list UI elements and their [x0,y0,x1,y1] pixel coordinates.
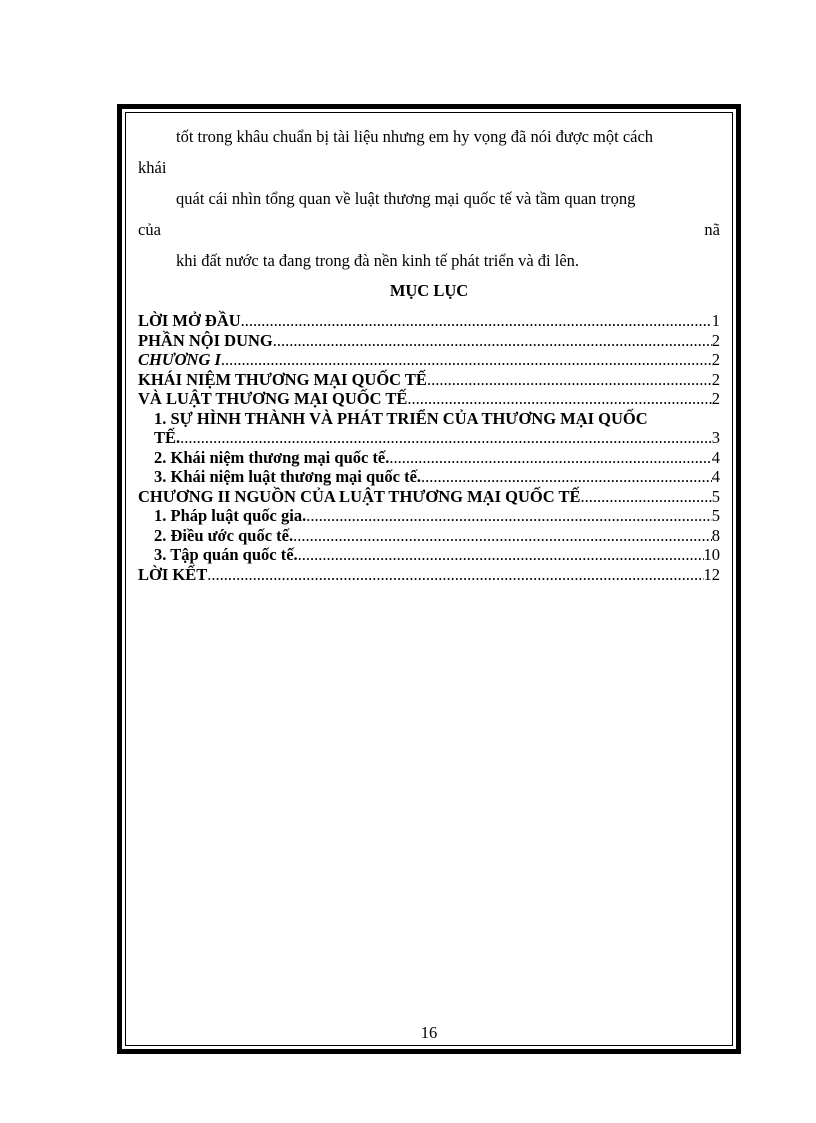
toc-entry-label: 2. Điều ước quốc tế. [154,525,294,545]
toc-entry[interactable] [138,370,720,390]
toc-leader-dots [407,389,711,409]
paragraph-text: quát cái nhìn tổng quan về luật thương mại quốc tế và tầm quan trọng [176,189,636,208]
page-border [117,104,741,1054]
toc-leader-dots [241,311,712,331]
paragraph-text: khi đất nước ta đang trong đà nền kinh tế phát triển và đi lên. [176,251,580,270]
toc-entry[interactable] [138,409,720,448]
paragraph-line-1 [138,121,720,152]
toc-entry-page: 2 [711,350,720,369]
page-content [138,121,720,584]
toc-leader-dots [427,370,712,390]
toc-leader-dots [180,428,712,448]
toc-title: MỤC LỤC [389,281,469,300]
toc-entry-label: PHẦN NỘI DUNG [138,330,273,350]
toc-entry[interactable] [138,545,720,565]
paragraph-line-5 [138,245,720,276]
toc-entry-page: 5 [711,506,720,525]
toc-entry-label: TẾ. [154,428,181,447]
toc-entry[interactable] [138,311,720,331]
toc-entry-label: KHÁI NIỆM THƯƠNG MẠI QUỐC TẾ [138,369,427,389]
page-number: 16 [420,1023,438,1042]
toc-entry[interactable] [138,331,720,351]
toc-entry[interactable] [138,565,720,585]
toc-leader-dots [298,545,704,565]
toc-entry-label: 1. Pháp luật quốc gia. [154,506,307,525]
table-of-contents [138,311,720,584]
toc-leader-dots [389,448,711,468]
paragraph-text: tốt trong khâu chuẩn bị tài liệu nhưng em hy vọng đã nói được một cách [176,127,654,146]
toc-entry-label: 3. Tập quán quốc tế. [154,545,298,564]
toc-entry-label: VÀ LUẬT THƯƠNG MẠI QUỐC TẾ [138,389,408,408]
paragraph-line-4 [138,214,720,245]
toc-entry-label-line [154,409,720,429]
toc-entry-page: 2 [711,389,720,408]
toc-entry[interactable] [138,487,720,507]
toc-entry-page: 4 [711,467,720,486]
toc-entry-label: LỜI MỞ ĐẦU [138,311,241,330]
paragraph-line-2 [138,152,720,183]
toc-entry-label: 3. Khái niệm luật thương mại quốc tế. [154,467,422,486]
paragraph-line-3 [138,183,720,214]
toc-entry-page: 8 [711,525,720,545]
toc-entry-page: 5 [711,486,720,506]
toc-leader-dots [293,526,712,546]
toc-leader-dots [207,565,703,585]
toc-entry[interactable] [138,389,720,409]
toc-entry-page: 2 [711,330,720,350]
toc-entry-page: 4 [711,447,720,467]
toc-entry-continuation [154,428,720,448]
page-border-inner [125,112,733,1046]
toc-leader-dots [273,331,712,351]
toc-entry-page: 12 [703,564,720,584]
toc-leader-dots [306,506,712,526]
toc-entry-label: 1. SỰ HÌNH THÀNH VÀ PHÁT TRIỂN CỦA THƯƠNG MẠI QUỐC [154,408,648,428]
toc-entry[interactable] [138,467,720,487]
toc-entry[interactable] [138,506,720,526]
toc-entry-page: 1 [711,311,720,330]
toc-entry-label: CHƯƠNG II NGUỒN CỦA LUẬT THƯƠNG MẠI QUỐC TẾ [138,486,581,506]
toc-entry-label: LỜI KẾT [138,564,208,584]
toc-entry[interactable] [138,448,720,468]
toc-entry-label: CHƯƠNG I [138,350,221,369]
toc-entry-page: 10 [703,545,720,564]
paragraph-text: khái [138,158,167,177]
toc-leader-dots [581,487,712,507]
toc-entry[interactable] [138,350,720,370]
toc-entry-page: 2 [711,369,720,389]
paragraph-text: nã [704,220,720,239]
toc-entry[interactable] [138,526,720,546]
toc-entry-label: 2. Khái niệm thương mại quốc tế. [154,447,390,467]
toc-entry-page: 3 [711,428,720,447]
toc-leader-dots [221,350,712,370]
toc-leader-dots [421,467,712,487]
paragraph-text: của [138,220,161,239]
